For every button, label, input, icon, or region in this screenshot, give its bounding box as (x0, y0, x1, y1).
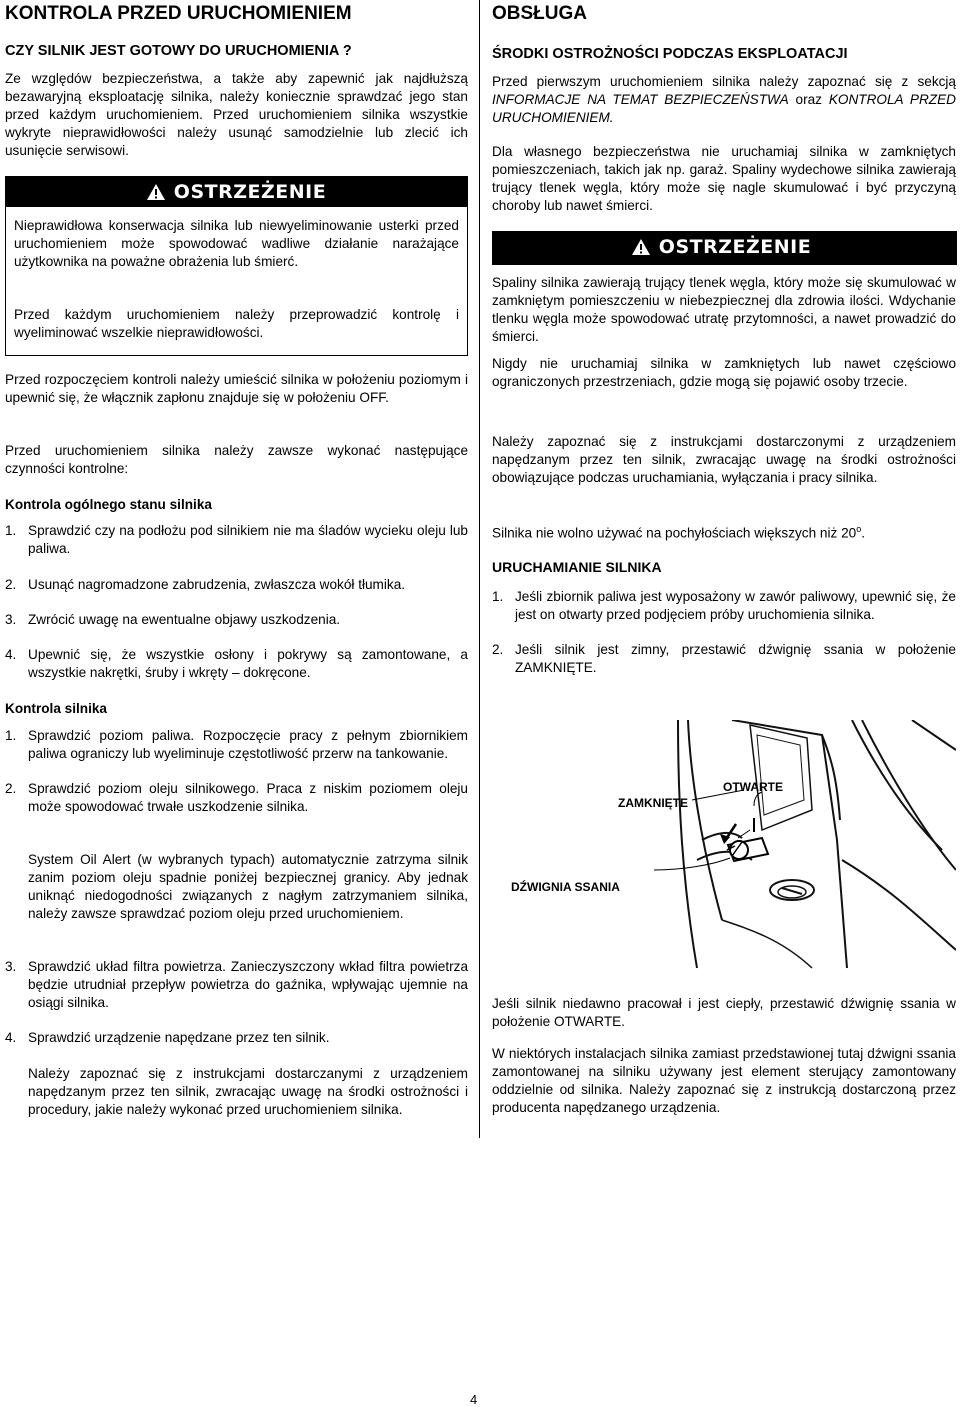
warning-header-bar (492, 231, 957, 265)
page-number: 4 (470, 1392, 478, 1407)
slope-paragraph: Silnika nie wolno używać na pochyłościach większych niż 20$^o$. (492, 524, 865, 541)
warning-text-1: Nieprawidłowa konserwacja silnika lub niewyeliminowanie usterki przed uruchomieniem może spowodować wadliwe działanie narażające użytkownika na poważne obrażenia lub śmierć. (14, 218, 459, 269)
warning-title: OSTRZEŻENIE (658, 236, 812, 258)
installation-paragraph: W niektórych instalacjach silnika zamiast przedstawionej tutaj dźwigni ssania zamontowanej na silniku używany jest element sterujący zamontowany oddzielnie od silnika. Należy zapoznać się z instrukcją dostarczoną przez producenta napędzanego urządzenia. (492, 1046, 956, 1115)
choke-lever-figure (492, 720, 956, 970)
intro-paragraph-right: Przed pierwszym uruchomieniem silnika należy zapoznać się z sekcją INFORMACJE NA TEMAT BEZPIECZEŃSTWA oraz KONTROLA PRZED URUCHOMIENIEM. (492, 74, 956, 125)
position-paragraph: Przed rozpoczęciem kontroli należy umieścić silnika w położeniu poziomym i upewnić się, że włącznik zapłonu znajduje się w położeniu OFF. (5, 372, 468, 405)
engine-check-list-2 (5, 958, 468, 1047)
instructions-paragraph: Należy zapoznać się z instrukcjami dostarczonymi z urządzeniem napędzanym przez ten silnik, zwracając uwagę na środki ostrożności obowiązujące podczas uruchamiania, wyłączania i pracy silnika. (492, 434, 956, 485)
final-paragraph: Należy zapoznać się z instrukcjami dostarczanymi z urządzeniem napędzanym przez ten silnik, zwracając uwagę na środki ostrożności i procedury, jakie należy wykonać przed uruchomieniem silnika. (28, 1066, 468, 1117)
warning-title: OSTRZEŻENIE (173, 181, 327, 203)
section-subtitle-right: ŚRODKI OSTROŻNOŚCI PODCZAS EKSPLOATACJI (492, 46, 848, 62)
list-item: 4. Upewnić się, że wszystkie osłony i pokrywy są zamontowane, a wszystkie nakrętki, śruby i wkręty – dokręcone. (5, 647, 468, 680)
list-item: 3. Zwrócić uwagę na ewentualne objawy uszkodzenia. (5, 612, 341, 627)
warning-triangle-icon (146, 183, 166, 201)
page-title-left: KONTROLA PRZED URUCHOMIENIEM (5, 3, 352, 24)
warning-box-right (492, 231, 957, 344)
warm-engine-paragraph: Jeśli silnik niedawno pracował i jest ciepły, przestawić dźwignię ssania w położenie OTWARTE. (492, 996, 956, 1029)
warning-box-left (5, 176, 468, 356)
list-item: 2. Sprawdzić poziom oleju silnikowego. Praca z niskim poziomem oleju może spowodować trwałe uszkodzenie silnika. (5, 781, 468, 814)
engine-check-list (5, 727, 468, 816)
closed-label: ZAMKNIĘTE (618, 796, 688, 810)
warning-header-bar (6, 177, 467, 207)
page-title-right: OBSŁUGA (492, 3, 587, 24)
general-check-list (5, 522, 468, 682)
warning-label (616, 235, 826, 259)
intro-paragraph: Ze względów bezpieczeństwa, a także aby zapewnić jak najdłuższą bezawaryjną eksploatację silnika, należy koniecznie sprawdzać jego stan przed każdym uruchomieniem. Przed uruchomieniem silnika wszystkie wykryte nieprawidłowości należy usunąć samodzielnie lub zlecić ich usunięcie serwisowi. (5, 71, 468, 158)
oil-alert-paragraph: System Oil Alert (w wybranych typach) automatycznie zatrzyma silnik zanim poziom oleju spadnie poniżej bezpiecznej granicy. Aby jednak uniknąć niedogodności związanych z nagłym zatrzymaniem silnika, należy zawsze sprawdzać poziom oleju przed uruchomieniem. (28, 852, 468, 921)
engine-check-heading: Kontrola silnika (5, 701, 107, 716)
warning-triangle-icon (631, 238, 651, 256)
warning-text-right: Spaliny silnika zawierają trujący tlenek węgla, który może się skumulować w zamkniętym pomieszczeniu w niebezpiecznej dla zdrowia ilości. Wdychanie tlenku węgla może spowodować utratę przytomności, a nawet prowadzić do śmierci. (492, 275, 956, 344)
list-item: 1. Sprawdzić czy na podłożu pod silnikiem nie ma śladów wycieku oleju lub paliwa. (5, 523, 468, 556)
section-subtitle-left: CZY SILNIK JEST GOTOWY DO URUCHOMIENIA ? (5, 43, 352, 59)
start-heading: URUCHAMIANIE SILNIKA (492, 559, 662, 575)
list-item: 1. Sprawdzić poziom paliwa. Rozpoczęcie pracy z pełnym zbiornikiem paliwa ograniczy lub wyeliminuje częstotliwość przerw na tankowanie. (5, 728, 468, 761)
start-list (492, 588, 956, 677)
list-item: 3. Sprawdzić układ filtra powietrza. Zanieczyszczony wkład filtra powietrza będzie utrudniał przepływ powietrza do gaźnika, wpływając ujemnie na osiągi silnika. (5, 959, 468, 1010)
checks-intro-paragraph: Przed uruchomieniem silnika należy zawsze wykonać następujące czynności kontrolne: (5, 443, 468, 476)
column-divider (479, 0, 480, 1138)
warning-label (130, 180, 342, 204)
engine-illustration (492, 720, 956, 970)
general-check-heading: Kontrola ogólnego stanu silnika (5, 497, 212, 512)
warning-text-2: Przed każdym uruchomieniem należy przeprowadzić kontrolę i wyeliminować wszelkie nieprawidłowości. (14, 307, 459, 340)
open-label: OTWARTE (723, 780, 783, 794)
list-item: 1. Jeśli zbiornik paliwa jest wyposażony w zawór paliwowy, upewnić się, że jest on otwarty przed podjęciem próby uruchomienia silnika. (492, 589, 956, 622)
choke-lever-label: DŹWIGNIA SSANIA (511, 880, 620, 894)
list-item: 4. Sprawdzić urządzenie napędzane przez ten silnik. (5, 1030, 330, 1045)
enclosed-space-paragraph: Nigdy nie uruchamiaj silnika w zamkniętych lub nawet częściowo ograniczonych przestrzeniach, gdzie mogą się pojawić osoby trzecie. (492, 356, 956, 389)
list-item: 2. Jeśli silnik jest zimny, przestawić dźwignię ssania w położenie ZAMKNIĘTE. (492, 642, 956, 675)
safety-paragraph: Dla własnego bezpieczeństwa nie uruchamiaj silnika w zamkniętych pomieszczeniach, takich jak np. garaż. Spaliny wydechowe silnika zawierają trujący tlenek węgla, który może się nagle skumulować i być przyczyną choroby lub nawet śmierci. (492, 144, 956, 213)
list-item: 2. Usunąć nagromadzone zabrudzenia, zwłaszcza wokół tłumika. (5, 577, 406, 592)
